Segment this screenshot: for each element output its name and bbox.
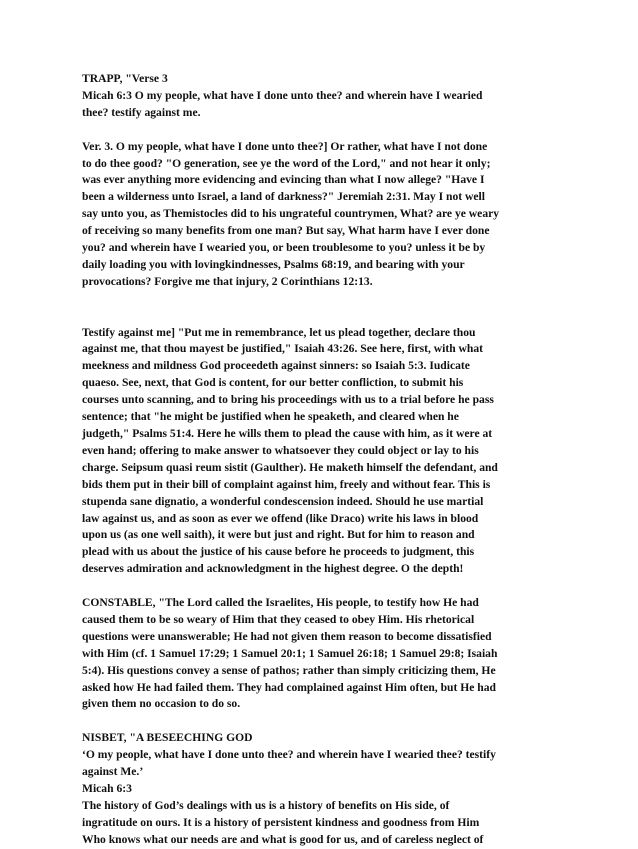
trapp-testify-paragraph [82,325,558,579]
text-line: Micah 6:3 O my people, what have I done unto thee? and wherein have I wearied [82,88,483,102]
text-line: NISBET, "A BESEECHING GOD [82,731,253,745]
text-line: you? and wherein have I wearied you, or been troublesome to you? unless it be by [82,241,486,255]
text-line: with Him (cf. 1 Samuel 17:29; 1 Samuel 20:1; 1 Samuel 26:18; 1 Samuel 29:8; Isaiah [82,646,498,660]
text-line: of receiving so many benefits from one man? But say, What harm have I ever done [82,224,490,238]
text-line: quaeso. See, next, that God is content, for our better confliction, to submit his [82,376,464,390]
text-line: daily loading you with lovingkindnesses, Psalms 68:19, and bearing with your [82,257,465,271]
text-line: against Me.’ [82,765,144,779]
text-line: Ver. 3. O my people, what have I done unto thee?] Or rather, what have I not done [82,139,488,153]
text-line: say unto you, as Themistocles did to his ungrateful countrymen, What? are ye weary [82,207,500,221]
text-line: been a wilderness unto Israel, a land of darkness?" Jeremiah 2:31. May I not well [82,190,485,204]
text-line: bids them put in their bill of complaint against him, freely and without fear. This is [82,477,491,491]
text-line: Testify against me] "Put me in remembrance, let us plead together, declare thou [82,325,476,339]
text-line: caused them to be so weary of Him that they ceased to obey Him. His rhetorical [82,612,475,626]
text-line: thee? testify against me. [82,105,201,119]
text-line: deserves admiration and acknowledgment in the highest degree. O the depth! [82,562,464,576]
text-line: courses unto scanning, and to bring his proceedings with us to a trial before he pass [82,393,494,407]
text-line: even hand; offering to make answer to whatsoever they could object or lay to his [82,443,479,457]
text-line: provocations? Forgive me that injury, 2 Corinthians 12:13. [82,274,373,288]
text-line: sentence; that "he might be justified when he speaketh, and cleared when he [82,410,459,424]
text-line: meekness and mildness God proceedeth against sinners: so Isaiah 5:3. Iudicate [82,359,470,373]
text-line: ingratitude on ours. It is a history of persistent kindness and goodness from Him [82,815,480,829]
text-line: given them no occasion to do so. [82,697,241,711]
text-line: plead with us about the justice of his cause before he proceeds to judgment, this [82,545,475,559]
trapp-verse3-paragraph [82,139,558,291]
text-line: CONSTABLE, "The Lord called the Israelites, His people, to testify how He had [82,596,479,610]
text-line: Who knows what our needs are and what is good for us, and of careless neglect of [82,832,484,846]
text-line: ‘O my people, what have I done unto thee? and wherein have I wearied thee? testify [82,748,496,762]
text-line: upon us (as one well saith), it were but just and right. But for him to reason and [82,528,475,542]
text-line: Micah 6:3 [82,782,132,795]
nisbet-paragraph [82,730,558,848]
text-line: law against us, and as soon as ever we offend (like Draco) write his laws in blood [82,511,479,525]
trapp-header-paragraph [82,71,558,122]
text-line: TRAPP, "Verse 3 [82,72,168,85]
text-line: against me, that thou mayest be justified," Isaiah 43:26. See here, first, with what [82,342,484,356]
text-line: 5:4). His questions convey a sense of pathos; rather than simply criticizing them, He [82,663,496,677]
document-page [82,71,558,849]
text-line: to do thee good? "O generation, see ye the word of the Lord," and not hear it only; [82,156,491,170]
text-line: stupenda sane dignatio, a wonderful condescension indeed. Should he use martial [82,494,484,508]
text-line: was ever anything more evidencing and evincing than what I now allege? "Have I [82,173,485,187]
text-line: asked how He had failed them. They had complained against Him often, but He had [82,680,496,694]
text-line: questions were unanswerable; He had not given them reason to become dissatisfied [82,629,492,643]
text-line: charge. Seipsum quasi reum sistit (Gaulther). He maketh himself the defendant, and [82,460,498,474]
text-line: The history of God’s dealings with us is a history of benefits on His side, of [82,798,450,812]
text-line: judgeth," Psalms 51:4. Here he wills them to plead the cause with him, as it were at [82,427,493,440]
constable-paragraph [82,595,558,713]
